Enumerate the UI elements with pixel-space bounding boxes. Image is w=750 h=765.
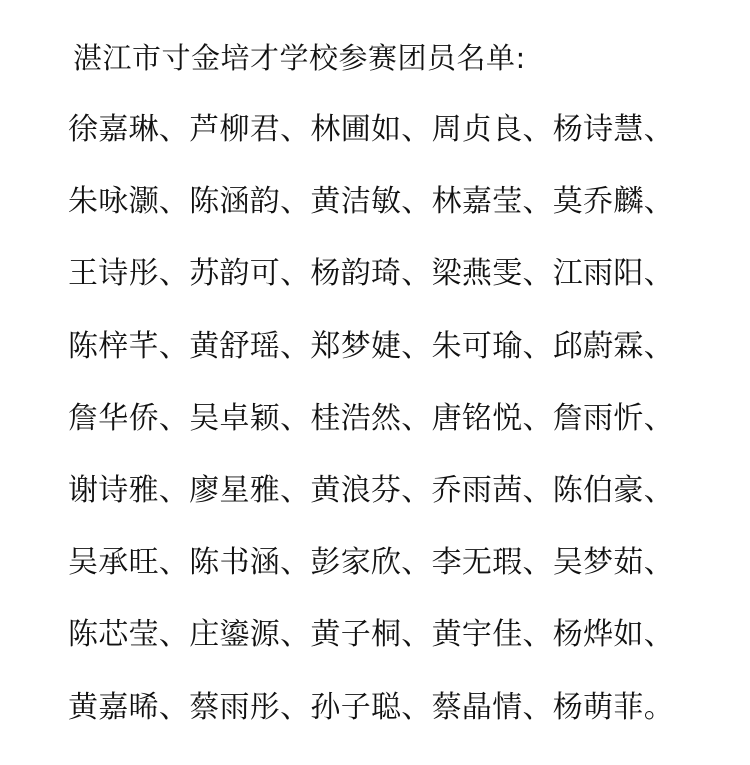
member-list-line: 谢诗雅、廖星雅、黄浪芬、乔雨茜、陈伯豪、 [68, 472, 674, 508]
member-list-line: 王诗彤、苏韵可、杨韵琦、梁燕雯、江雨阳、 [68, 256, 674, 292]
member-list-line: 黄嘉晞、蔡雨彤、孙子聪、蔡晶情、杨萌菲。 [68, 689, 674, 725]
member-list-line: 徐嘉琳、芦柳君、林圃如、周贞良、杨诗慧、 [68, 112, 674, 147]
member-list-line: 吴承旺、陈书涵、彭家欣、李无瑕、吴梦茹、 [68, 545, 674, 581]
document-title: 湛江市寸金培才学校参赛团员名单: [73, 41, 526, 75]
member-list-line: 詹华侨、吴卓颖、桂浩然、唐铭悦、詹雨忻、 [68, 400, 674, 436]
member-list-line: 陈芯莹、庄鎏源、黄子桐、黄宇佳、杨烨如、 [68, 617, 674, 653]
member-list-line: 朱咏灏、陈涵韵、黄洁敏、林嘉莹、莫乔麟、 [68, 184, 674, 220]
member-list [68, 108, 738, 758]
member-list-line: 陈梓芊、黄舒瑶、郑梦婕、朱可瑜、邱蔚霖、 [68, 328, 674, 364]
